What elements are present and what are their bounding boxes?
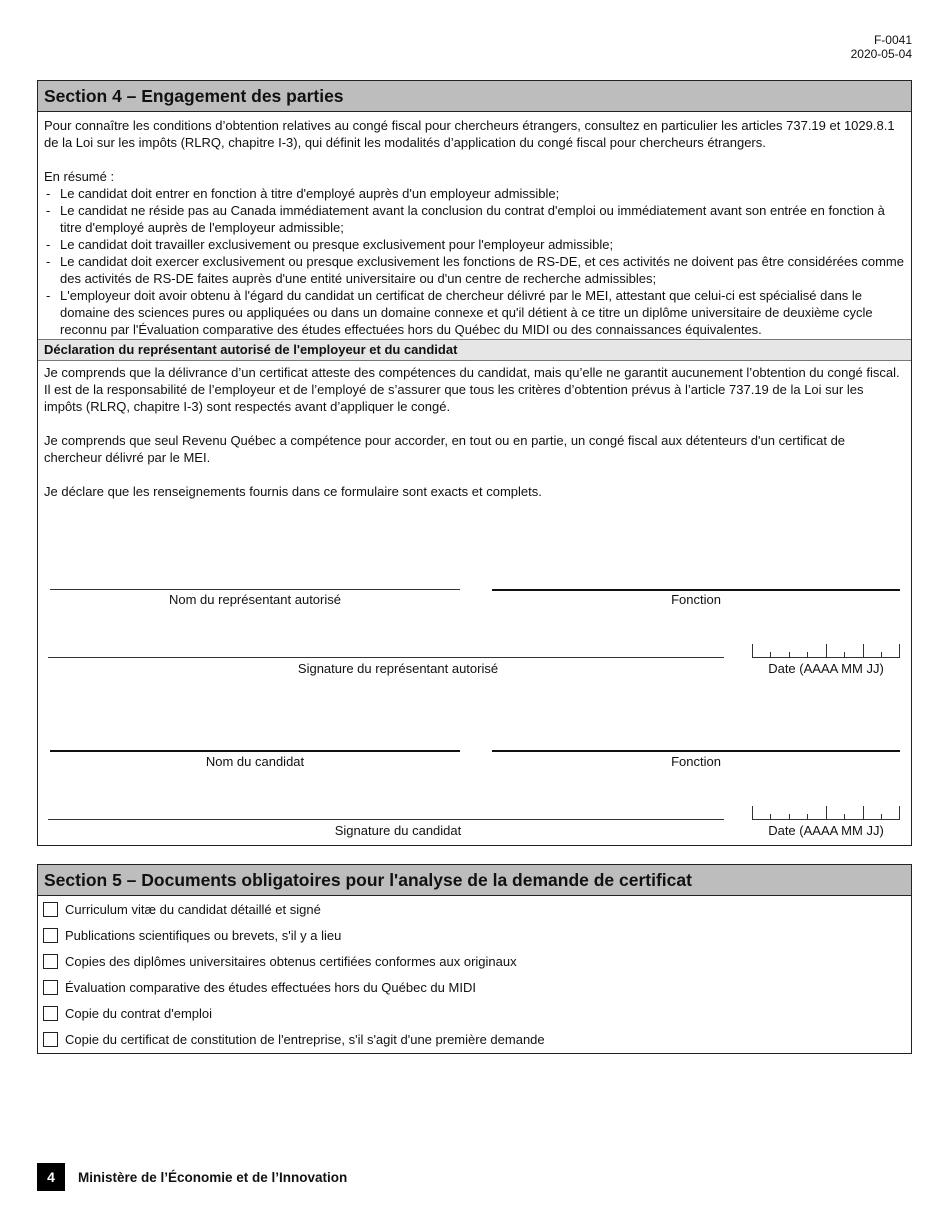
form-code: F-0041 <box>873 33 912 47</box>
section-5-title: Section 5 – Documents obligatoires pour l'analyse de la demande de certificat <box>38 865 911 896</box>
rep-function-label: Fonction <box>671 592 721 607</box>
cand-signature-label: Signature du candidat <box>334 823 462 838</box>
cand-date-label: Date (AAAA MM JJ) <box>768 823 884 838</box>
rep-date-box[interactable] <box>752 644 900 658</box>
declaration-title: Déclaration du représentant autorisé de l'employeur et du candidat <box>38 339 911 361</box>
declaration-paragraph: Je comprends que la délivrance d’un certificat atteste des compétences du candidat, mais qu’elle ne garantit aucunement l’obtention du congé fiscal. Il est de la responsabilité de l’employeur et de l’employé de s’assurer que tous les critères d’obtention prévus à l’article 737.19 de la Loi sur les impôts (RLRQ, chapitre I-3) sont respectés avant d’appliquer le congé. <box>44 365 900 414</box>
cand-name-label: Nom du candidat <box>205 754 305 769</box>
document-item <box>38 896 911 922</box>
rep-function-line[interactable] <box>492 589 900 591</box>
section-4-intro: Pour connaître les conditions d’obtention relatives au congé fiscal pour chercheurs étrangers, consultez en particulier les articles 737.19 et 1029.8.1 de la Loi sur les impôts (RLRQ, chapitre I-3), qui définit les modalités d’application du congé fiscal pour chercheurs étrangers. <box>44 118 895 150</box>
document-label: Copie du contrat d'emploi <box>65 1005 213 1021</box>
document-item <box>38 922 911 948</box>
document-item <box>38 1026 911 1052</box>
summary-list <box>38 185 911 338</box>
document-checkbox[interactable] <box>43 980 58 995</box>
form-meta <box>851 33 912 61</box>
summary-item: - Le candidat doit entrer en fonction à titre d'employé auprès d'un employeur admissible; <box>46 185 905 202</box>
summary-item: - Le candidat doit exercer exclusivement ou presque exclusivement les fonctions de RS-DE, et ces activités ne doivent pas être considérées comme des activités de RS-DE faites auprès d'une entité universitaire ou d'un centre de recherche admissibles; <box>46 253 905 287</box>
document-checkbox[interactable] <box>43 928 58 943</box>
rep-signature-line[interactable] <box>48 657 724 658</box>
declaration-paragraph: Je déclare que les renseignements fournis dans ce formulaire sont exacts et complets. <box>44 484 542 499</box>
document-label: Publications scientifiques ou brevets, s'il y a lieu <box>65 927 342 943</box>
rep-name-label: Nom du représentant autorisé <box>169 592 341 607</box>
cand-name-line[interactable] <box>50 750 460 752</box>
document-label: Curriculum vitæ du candidat détaillé et signé <box>65 901 321 917</box>
document-checkbox[interactable] <box>43 902 58 917</box>
ministry-name: Ministère de l’Économie et de l’Innovation <box>78 1169 348 1185</box>
cand-function-line[interactable] <box>492 750 900 752</box>
summary-item: - Le candidat ne réside pas au Canada immédiatement avant la conclusion du contrat d'emploi ou immédiatement avant son entrée en fonction à titre d'employé auprès de l'employeur admissible; <box>46 202 905 236</box>
summary-item: - L'employeur doit avoir obtenu à l'égard du candidat un certificat de chercheur délivré par le MEI, attestant que celui-ci est spécialisé dans le domaine des sciences pures ou appliquées ou dans un domaine connexe et qu'il détient à ce titre un diplôme universitaire de deuxième cycle reconnu par l'Évaluation comparative des études effectuées hors du Québec du MIDI ou des connaissances équivalentes. <box>46 287 905 338</box>
page-number: 4 <box>37 1163 65 1191</box>
document-checkbox[interactable] <box>43 1032 58 1047</box>
summary-title: En résumé : <box>44 169 115 184</box>
summary-item: - Le candidat doit travailler exclusivement ou presque exclusivement pour l'employeur admissible; <box>46 236 905 253</box>
cand-function-label: Fonction <box>671 754 721 769</box>
document-label: Évaluation comparative des études effectuées hors du Québec du MIDI <box>65 979 476 995</box>
document-item <box>38 1000 911 1026</box>
section-4 <box>37 80 912 846</box>
document-label: Copies des diplômes universitaires obtenus certifiées conformes aux originaux <box>65 953 517 969</box>
rep-date-label: Date (AAAA MM JJ) <box>768 661 884 676</box>
rep-signature-label: Signature du représentant autorisé <box>297 661 499 676</box>
document-checkbox[interactable] <box>43 1006 58 1021</box>
cand-date-box[interactable] <box>752 806 900 820</box>
declaration-paragraph: Je comprends que seul Revenu Québec a compétence pour accorder, en tout ou en partie, un congé fiscal aux détenteurs d'un certificat de chercheur délivré par le MEI. <box>44 433 846 465</box>
document-checkbox[interactable] <box>43 954 58 969</box>
section-4-title: Section 4 – Engagement des parties <box>38 81 911 112</box>
rep-name-line[interactable] <box>50 589 460 590</box>
section-5 <box>37 864 912 1054</box>
document-label: Copie du certificat de constitution de l'entreprise, s'il s'agit d'une première demande <box>65 1031 545 1047</box>
cand-signature-line[interactable] <box>48 819 724 820</box>
page-footer <box>37 1163 347 1191</box>
form-date: 2020-05-04 <box>850 47 912 61</box>
document-item <box>38 974 911 1000</box>
document-item <box>38 948 911 974</box>
